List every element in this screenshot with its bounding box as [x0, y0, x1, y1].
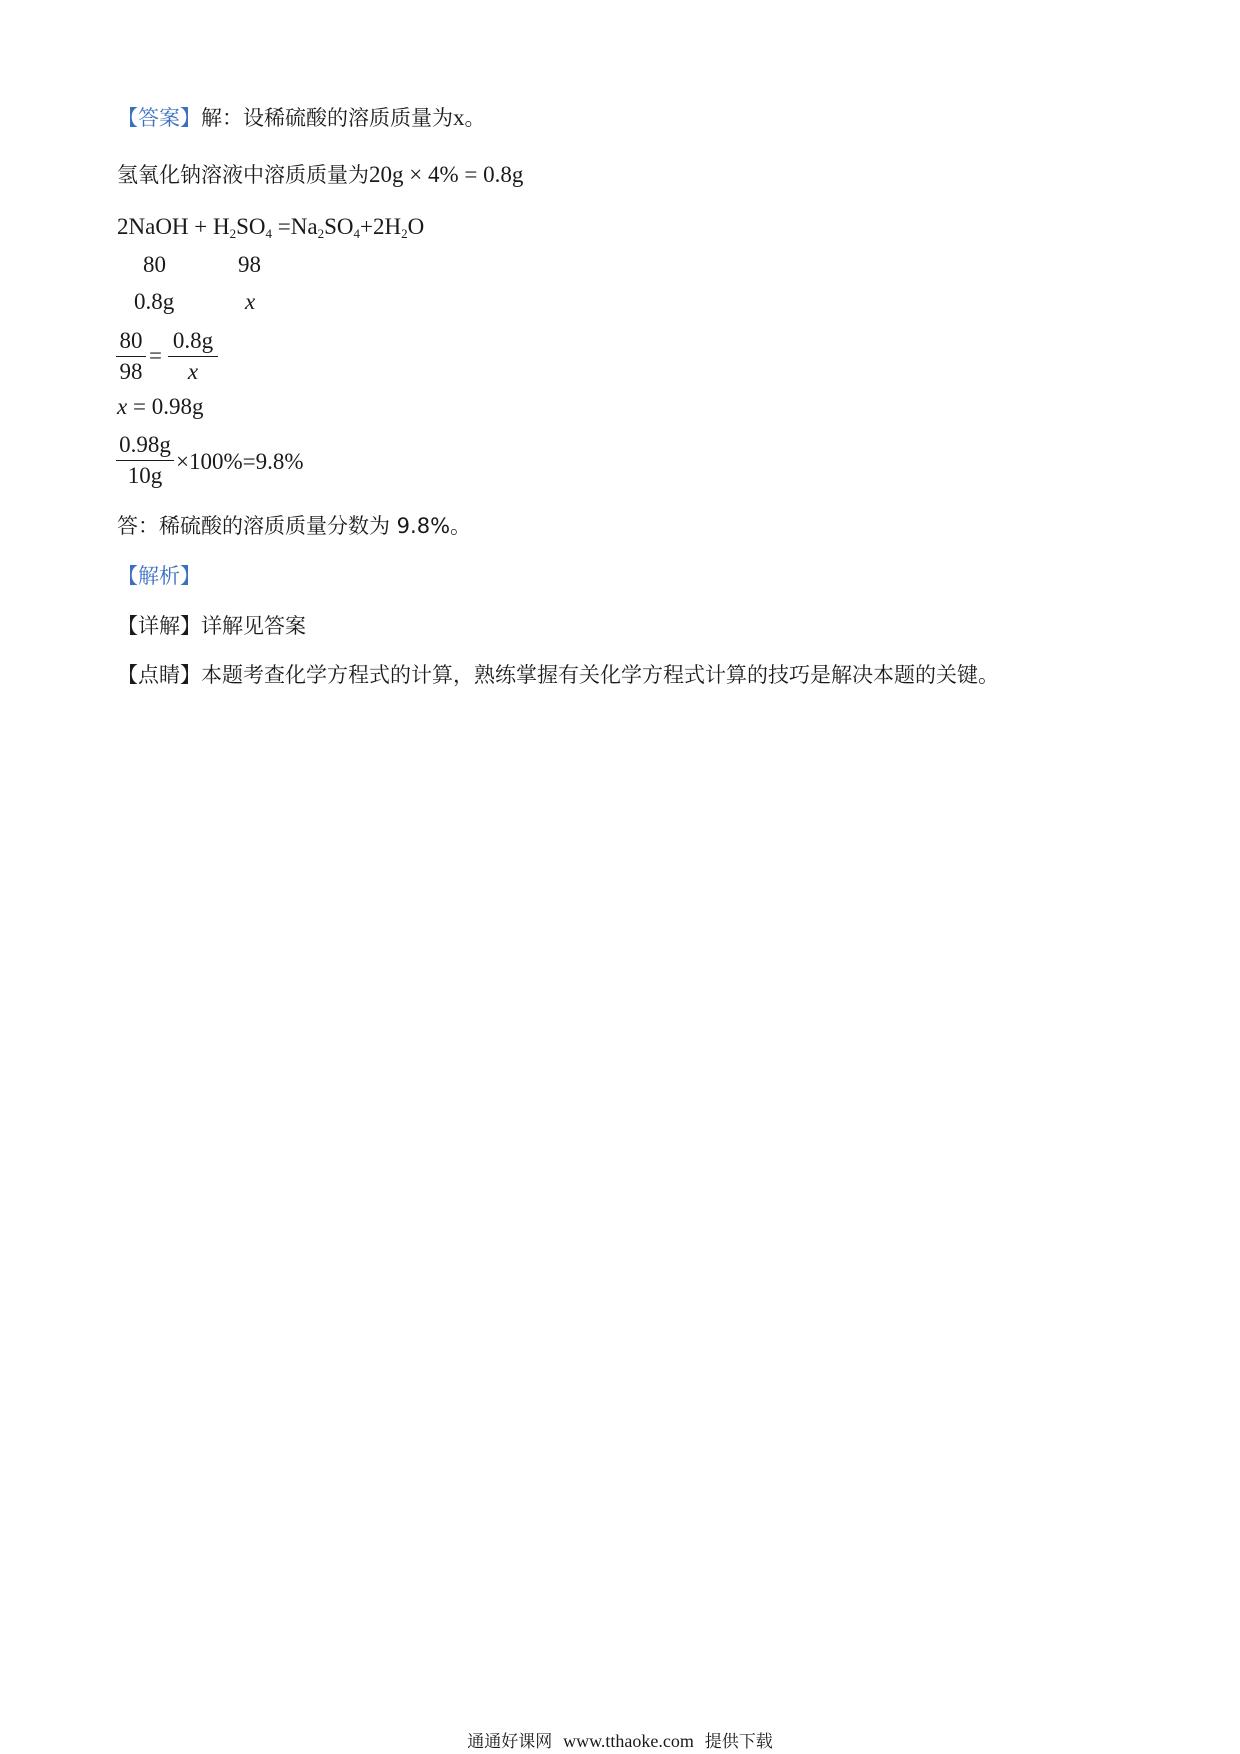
percent-result-text: ×100%=9.8% [176, 449, 304, 474]
proportion-equals [149, 342, 162, 370]
molar-mass-row-b [238, 251, 261, 279]
page-footer [0, 1730, 1240, 1753]
answer-intro: 解：设稀硫酸的溶质质量为 [201, 106, 453, 130]
equation-part: +2H [359, 214, 402, 239]
fraction-denominator: 98 [119, 359, 143, 384]
detail-text: 详解见答案 [201, 614, 306, 638]
percent-fraction [116, 430, 174, 491]
molar-mass-row [143, 251, 166, 279]
naoh-mass-text: 氢氧化钠溶液中溶质质量为 [117, 163, 369, 187]
equals-sign: = [149, 343, 162, 368]
mass-row-b [245, 288, 255, 316]
equation-subscript: 2 [401, 226, 408, 241]
equation-part: SO [236, 214, 266, 239]
equation-subscript: 4 [353, 226, 360, 241]
analysis-heading [117, 562, 201, 590]
footer-tail: 提供下载 [704, 1732, 773, 1752]
equation-part: SO [324, 214, 354, 239]
proportion-left-fraction [116, 326, 146, 387]
naoh-mass-expression: 20g × 4% = 0.8g [369, 162, 524, 187]
equation-subscript: 2 [229, 226, 237, 241]
mass-naoh: 0.8g [134, 289, 175, 314]
mass-h2so4-variable: x [245, 289, 256, 314]
answer-end: 。 [464, 106, 486, 130]
chemical-equation [117, 213, 424, 241]
equation-subscript: 2 [317, 226, 325, 241]
fraction-numerator: 80 [119, 328, 143, 353]
mass-row [134, 288, 174, 316]
answer-tag: 【答案】 [117, 106, 201, 130]
comment-text: 本题考查化学方程式的计算，熟练掌握有关化学方程式计算的技巧是解决本题的关键。 [201, 663, 999, 687]
fraction-denominator: x [187, 359, 199, 384]
equation-subscript: 4 [265, 226, 273, 241]
percent-result [176, 448, 304, 476]
conclusion-line [117, 512, 471, 540]
solve-result: = 0.98g [127, 394, 204, 419]
conclusion-text: 答：稀硫酸的溶质质量分数为 9.8%。 [117, 514, 472, 538]
naoh-mass-line [117, 161, 523, 189]
comment-line [117, 661, 999, 689]
footer-url: www.tthaoke.com [563, 1731, 694, 1751]
analysis-tag: 【解析】 [117, 564, 201, 588]
equation-part: =Na [272, 214, 318, 239]
equation-part: O [407, 214, 425, 239]
answer-line [117, 104, 486, 132]
fraction-numerator: 0.98g [119, 432, 171, 457]
fraction-denominator: 10g [127, 463, 163, 488]
solve-line [117, 393, 203, 421]
solve-variable: x [117, 394, 128, 419]
fraction-numerator: 0.8g [172, 328, 214, 353]
proportion-right-fraction [168, 326, 218, 387]
comment-tag: 【点睛】 [117, 663, 201, 687]
detail-tag: 【详解】 [117, 614, 201, 638]
answer-variable: x [453, 105, 465, 130]
molar-mass-h2so4: 98 [238, 252, 261, 277]
footer-site-name: 通通好课网 [467, 1732, 553, 1752]
equation-part: 2NaOH + H [117, 214, 230, 239]
molar-mass-naoh: 80 [143, 252, 166, 277]
detail-line [117, 612, 306, 640]
